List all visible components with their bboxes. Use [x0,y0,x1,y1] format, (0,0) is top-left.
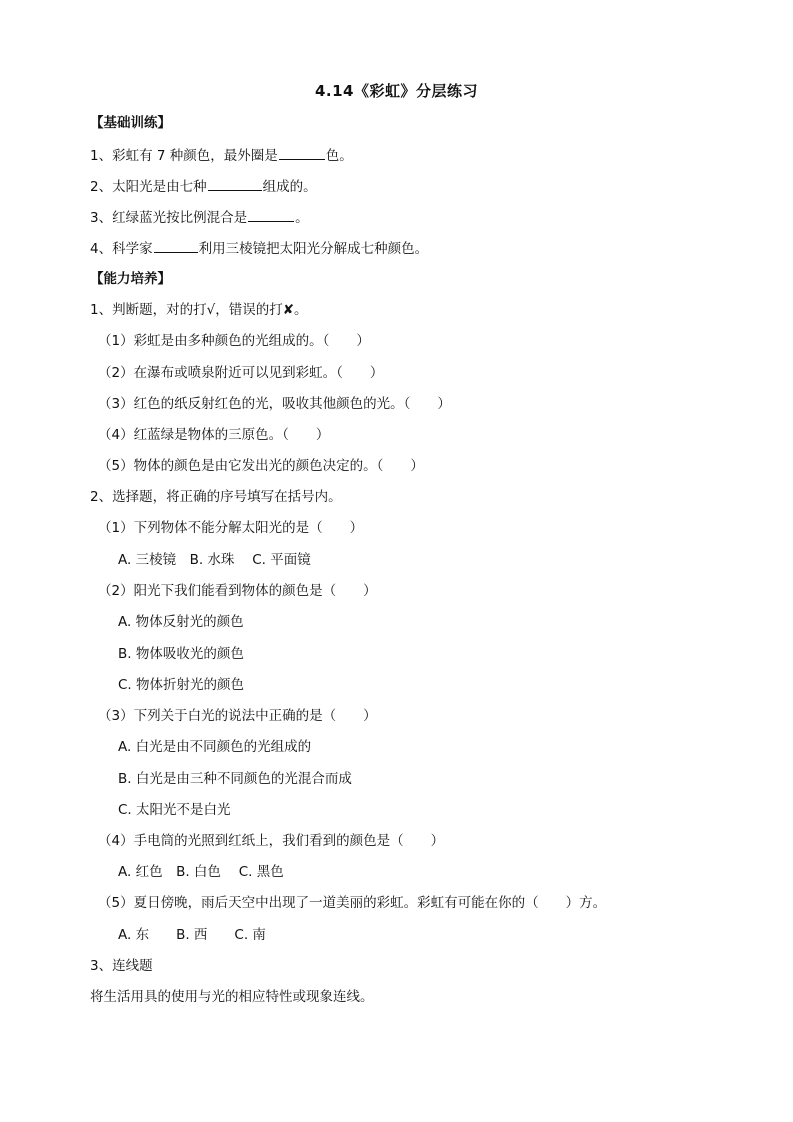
judge-question-label: 1、判断题，对的打√，错误的打✘。 [90,302,308,318]
question-text: 1、彩虹有 7 种颜色，最外圈是 [90,148,278,164]
judge-item-1: （1）彩虹是由多种颜色的光组成的。（ ） [98,333,370,349]
choice-item-3-option-c: C. 太阳光不是白光 [118,802,231,818]
choice-item-4-options: A. 红色 B. 白色 C. 黑色 [118,864,284,880]
fill-question-1 [90,146,353,165]
question-text: 。 [295,210,309,226]
fill-question-2 [90,177,317,196]
matching-question-label: 3、连线题 [90,958,153,974]
choice-item-2-option-b: B. 物体吸收光的颜色 [118,646,244,662]
judge-item-2: （2）在瀑布或喷泉附近可以见到彩虹。（ ） [98,365,384,381]
choice-question-label: 2、选择题，将正确的序号填写在括号内。 [90,489,342,505]
section-heading-ability: 【能力培养】 [90,271,171,287]
judge-item-5: （5）物体的颜色是由它发出光的颜色决定的。（ ） [98,458,424,474]
question-text: 色。 [325,148,353,164]
question-text: 3、红绿蓝光按比例混合是 [90,210,248,226]
fill-question-3 [90,208,309,227]
choice-item-5-options: A. 东 B. 西 C. 南 [118,927,266,943]
choice-item-5-stem: （5）夏日傍晚，雨后天空中出现了一道美丽的彩虹。彩虹有可能在你的（ ）方。 [98,895,607,911]
judge-item-3: （3）红色的纸反射红色的光，吸收其他颜色的光。（ ） [98,396,451,412]
answer-blank [248,208,294,222]
choice-item-4-stem: （4）手电筒的光照到红纸上，我们看到的颜色是（ ） [98,833,445,849]
choice-item-2-option-a: A. 物体反射光的颜色 [118,614,244,630]
page-title: 4.14《彩虹》分层练习 [314,82,478,100]
choice-item-2-stem: （2）阳光下我们能看到物体的颜色是（ ） [98,583,377,599]
choice-item-3-option-a: A. 白光是由不同颜色的光组成的 [118,739,312,755]
question-text: 组成的。 [262,179,317,195]
section-heading-basic: 【基础训练】 [90,115,171,131]
fill-question-4 [90,239,428,258]
choice-item-3-option-b: B. 白光是由三种不同颜色的光混合而成 [118,771,352,787]
choice-item-1-stem: （1）下列物体不能分解太阳光的是（ ） [98,520,364,536]
choice-item-2-option-c: C. 物体折射光的颜色 [118,677,245,693]
choice-item-1-options: A. 三棱镜 B. 水珠 C. 平面镜 [118,552,311,568]
question-text: 4、科学家 [90,241,153,257]
choice-item-3-stem: （3）下列关于白光的说法中正确的是（ ） [98,708,377,724]
matching-instruction: 将生活用具的使用与光的相应特性或现象连线。 [90,989,374,1005]
answer-blank [208,177,262,191]
question-text: 利用三棱镜把太阳光分解成七种颜色。 [198,241,429,257]
answer-blank [154,239,198,253]
question-text: 2、太阳光是由七种 [90,179,207,195]
answer-blank [279,146,325,160]
judge-item-4: （4）红蓝绿是物体的三原色。（ ） [98,427,330,443]
